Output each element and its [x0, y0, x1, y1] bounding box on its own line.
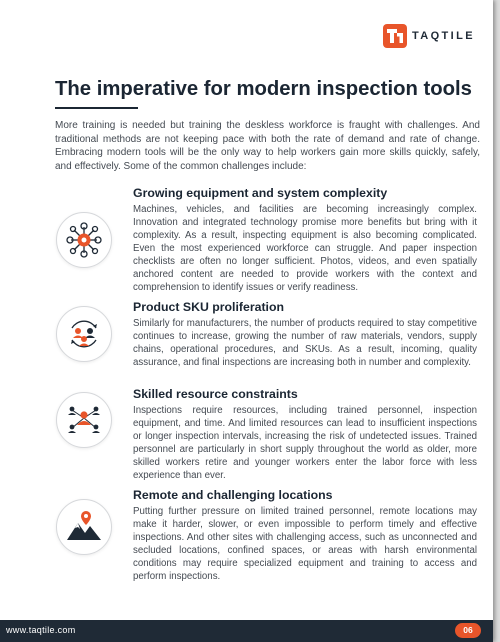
- section-body: Inspections require resources, including trained personnel, inspection equipment, and time. And limited resources can lead to insufficient inspections or longer inspection intervals, increasing the risk of undetected issues. Trained personnel are particularly in short supply throughout the world as older, more skilled workers retire and younger workers enter the labor force with less experience than ever.: [133, 405, 477, 481]
- mountain-pin-icon: [56, 499, 112, 555]
- logo-wordmark: TAQTILE: [411, 30, 475, 42]
- taqtile-logo: [383, 24, 475, 48]
- section-equipment-complexity: [133, 186, 477, 294]
- section-title: Skilled resource constraints: [133, 387, 298, 401]
- section-title: Growing equipment and system complexity: [133, 186, 388, 200]
- team-network-icon: [56, 392, 112, 448]
- section-body: Similarly for manufacturers, the number of products required to stay competitive continues to increase, growing the number of raw materials, vendors, supply chains, operational procedures, and SKUs. As a result, incoming, quality assurance, and final inspections are increasing both in number and complexity.: [133, 318, 477, 368]
- network-gears-icon: [56, 212, 112, 268]
- section-body: Machines, vehicles, and facilities are becoming increasingly complex. Innovation and integrated technology promise more benefits but bring with it complexity. As a result, inspecting equipment is also becoming complicated. Even the most experienced workforce can struggle. And paper inspection checklists are often no longer sufficient. Photos, videos, and even spatially anchored content are needed to provide workers with the context and comprehension to identify issues or verify readiness.: [133, 204, 477, 293]
- section-remote-locations: [133, 488, 477, 583]
- section-product-sku: [133, 300, 477, 369]
- page-number-badge: 06: [455, 623, 481, 638]
- section-body: Putting further pressure on limited trained personnel, remote locations may make it harder, slower, or even impossible to perform timely and effective inspections. And other sites with challenging access, such as unconnected and secluded locations, confined spaces, or areas with harsh environmental conditions may require specialized equipment and training to access and perform inspections.: [133, 506, 477, 582]
- people-cycle-icon: [56, 306, 112, 362]
- page-footer: [0, 620, 493, 642]
- intro-paragraph: More training is needed but training the deskless workforce is fraught with challenges. And traditional methods are not keeping pace with both the rate of demand and rate of change. Embracing modern tools will be the only way to help workers gain more skills quickly, safely, and effectively. Some of the common challenges include:: [55, 120, 480, 172]
- page-title: The imperative for modern inspection tools: [55, 78, 472, 100]
- section-skilled-resources: [133, 387, 477, 482]
- section-title: Product SKU proliferation: [133, 300, 284, 314]
- title-underline: [55, 107, 138, 109]
- taqtile-logo-icon: [383, 24, 407, 48]
- section-title: Remote and challenging locations: [133, 488, 333, 502]
- footer-website-link[interactable]: www.taqtile.com: [6, 625, 76, 635]
